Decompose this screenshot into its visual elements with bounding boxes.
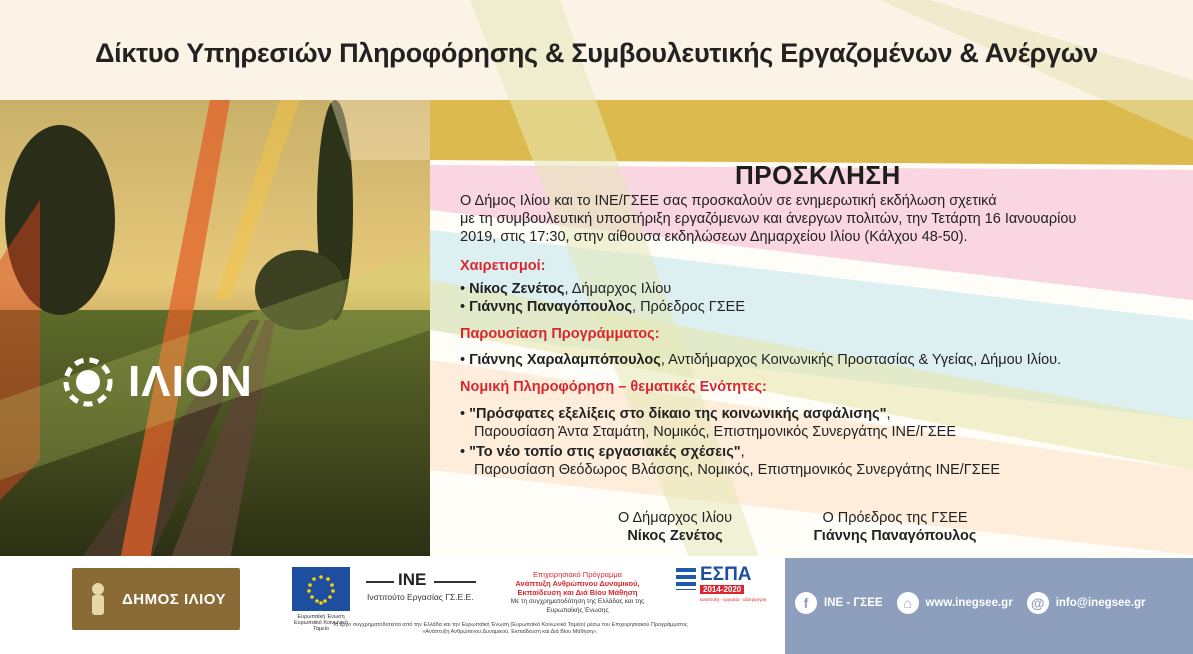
ine-caption: Ινστιτούτο Εργασίας ΓΣ.Ε.Ε. bbox=[367, 592, 474, 602]
topic-suffix: , bbox=[886, 406, 891, 422]
eu-flag bbox=[292, 567, 350, 611]
facebook-link[interactable] bbox=[795, 592, 883, 614]
signature-name: Νίκος Ζενέτος bbox=[627, 528, 723, 544]
program-line: Ανάπτυξη Ανθρώπινου Δυναμικού, bbox=[515, 579, 640, 588]
signature-title: Ο Πρόεδρος της ΓΣΕΕ bbox=[822, 510, 968, 526]
legal-topic-item: • "Πρόσφατες εξελίξεις στο δίκαιο της κοινωνικής ασφάλισης", Παρουσίαση Άντα Σταμάτη, Νομικός, Επιστημονικός Συνεργάτης ΙΝΕ/ΓΣΕΕ bbox=[460, 405, 1120, 441]
speaker-name: Νίκος Ζενέτος bbox=[469, 281, 565, 297]
invitation-intro bbox=[460, 192, 1110, 246]
speaker-role: , Αντιδήμαρχος Κοινωνικής Προστασίας & Υγείας, Δήμου Ιλίου. bbox=[660, 352, 1062, 368]
footer-note-line: «Ανάπτυξη Ανθρώπινου Δυναμικού, Εκπαίδευση και Διά Βίου Μάθηση». bbox=[422, 629, 598, 635]
operational-program bbox=[495, 570, 660, 615]
dimos-label: ΔΗΜΟΣ ΙΛΙΟΥ bbox=[122, 590, 227, 608]
legal-topic-item: • "Το νέο τοπίο στις εργασιακές σχέσεις", Παρουσίαση Θεόδωρος Βλάσσης, Νομικός, Επιστημονικός Συνεργάτης ΙΝΕ/ΓΣΕΕ bbox=[460, 443, 1120, 479]
espa-years: 2014-2020 bbox=[700, 585, 744, 594]
topic-presenter: Παρουσίαση Θεόδωρος Βλάσσης, Νομικός, Επιστημονικός Συνεργάτης ΙΝΕ/ΓΣΕΕ bbox=[474, 462, 1001, 478]
signature-name: Γιάννης Παναγόπουλος bbox=[813, 528, 977, 544]
greek-flag-icon bbox=[676, 568, 696, 590]
eu-stars-icon bbox=[292, 567, 350, 611]
invitation-title: ΠΡΟΣΚΛΗΣΗ bbox=[735, 160, 901, 190]
espa-tagline: ανάπτυξη - εργασία - αλληλεγγύη bbox=[700, 597, 767, 602]
ilion-logo bbox=[58, 352, 253, 412]
espa-logo bbox=[676, 566, 768, 604]
topic-suffix: , bbox=[740, 444, 745, 460]
email-link-text: info@inegsee.gr bbox=[1055, 597, 1146, 609]
greeting-item: • Νίκος Ζενέτος, Δήμαρχος Ιλίου bbox=[460, 281, 672, 297]
email-link[interactable] bbox=[1027, 592, 1146, 614]
topic-presenter: Παρουσίαση Άντα Σταμάτη, Νομικός, Επιστημονικός Συνεργάτης ΙΝΕ/ΓΣΕΕ bbox=[474, 424, 957, 440]
footer-note-line: Το έργο συγχρηματοδοτείται από την Ελλάδα και την Ευρωπαϊκή Ένωση (Ευρωπαϊκό Κοινωνικό Ταμείο) μέσω του Επιχειρησιακού Προγράμματος bbox=[332, 622, 688, 628]
speaker-role: , Πρόεδρος ΓΣΕΕ bbox=[632, 299, 746, 315]
facebook-icon: f bbox=[795, 592, 817, 614]
signature-title: Ο Δήμαρχος Ιλίου bbox=[617, 510, 733, 526]
eu-caption: Ευρωπαϊκή Ένωση Ευρωπαϊκό Κοινωνικό Ταμείο bbox=[293, 614, 349, 632]
program-line: Επιχειρησιακό Πρόγραμμα bbox=[533, 570, 622, 579]
legal-heading: Νομική Πληροφόρηση – θεματικές Ενότητες: bbox=[460, 379, 767, 395]
website-link-text: www.inegsee.gr bbox=[925, 597, 1013, 609]
topic-title: "Πρόσφατες εξελίξεις στο δίκαιο της κοινωνικής ασφάλισης" bbox=[469, 406, 887, 422]
intro-line: 2019, στις 17:30, στην αίθουσα εκδηλώσεων Δημαρχείου Ιλίου (Κάλχου 48-50). bbox=[460, 229, 968, 245]
program-cofund: Με τη συγχρηματοδότηση της Ελλάδας και της Ευρωπαϊκής Ένωσης bbox=[510, 598, 645, 614]
at-icon: @ bbox=[1027, 592, 1049, 614]
ilion-logo-text: ΙΛΙΟΝ bbox=[128, 357, 253, 406]
intro-line: με τη συμβουλευτική υποστήριξη εργαζόμενων και άνεργων πολιτών, την Τετάρτη 16 Ιανουαρίου bbox=[460, 211, 1077, 227]
page-title: Δίκτυο Υπηρεσιών Πληροφόρησης & Συμβουλευτικής Εργαζομένων & Ανέργων bbox=[95, 38, 1098, 68]
program-line: Εκπαίδευση και Διά Βίου Μάθηση bbox=[517, 588, 638, 597]
signature-president bbox=[800, 509, 990, 545]
dimos-iliou-logo bbox=[72, 568, 240, 630]
footer-note bbox=[300, 622, 720, 636]
ine-logo-text: ΙΝΕ bbox=[398, 570, 427, 589]
contact-links bbox=[795, 592, 1160, 614]
greetings-heading: Χαιρετισμοί: bbox=[460, 258, 546, 274]
intro-line: Ο Δήμος Ιλίου και το ΙΝΕ/ΓΣΕΕ σας προσκαλούν σε ενημερωτική εκδήλωση σχετικά bbox=[460, 193, 997, 209]
greeting-item: • Γιάννης Παναγόπουλος, Πρόεδρος ΓΣΕΕ bbox=[460, 299, 746, 315]
presentation-heading: Παρουσίαση Προγράμματος: bbox=[460, 326, 660, 342]
athena-emblem-icon bbox=[84, 579, 112, 619]
speaker-name: Γιάννης Παναγόπουλος bbox=[469, 299, 633, 315]
facebook-link-text: ΙΝΕ - ΓΣΕΕ bbox=[824, 597, 883, 609]
presentation-item: • Γιάννης Χαραλαμπόπουλος, Αντιδήμαρχος Κοινωνικής Προστασίας & Υγείας, Δήμου Ιλίου. bbox=[460, 352, 1062, 368]
topic-title: "Το νέο τοπίο στις εργασιακές σχέσεις" bbox=[469, 444, 741, 460]
website-link[interactable] bbox=[897, 592, 1013, 614]
speaker-name: Γιάννης Χαραλαμπόπουλος bbox=[469, 352, 661, 368]
sun-icon bbox=[58, 352, 118, 412]
espa-label: ΕΣΠΑ bbox=[700, 564, 752, 585]
speaker-role: , Δήμαρχος Ιλίου bbox=[564, 281, 672, 297]
home-icon: ⌂ bbox=[897, 592, 919, 614]
signature-mayor bbox=[600, 509, 750, 545]
railway-photo bbox=[0, 100, 430, 560]
